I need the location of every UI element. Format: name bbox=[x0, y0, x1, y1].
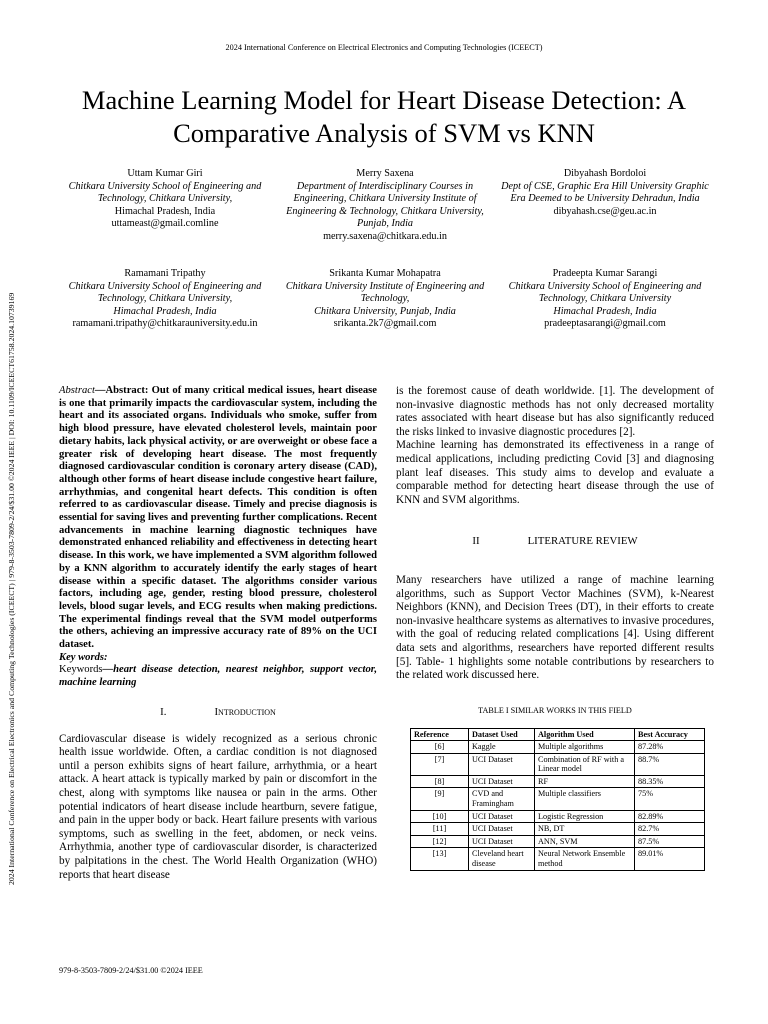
table-cell: Multiple classifiers bbox=[535, 788, 635, 810]
table-cell: [9] bbox=[411, 788, 469, 810]
table-cell: Combination of RF with a Linear model bbox=[535, 753, 635, 775]
table-cell: UCI Dataset bbox=[469, 753, 535, 775]
section-title: Introduction bbox=[214, 705, 276, 718]
author-name: Srikanta Kumar Mohapatra bbox=[329, 268, 441, 279]
author-location: Himachal Pradesh, India bbox=[114, 205, 216, 217]
intro-paragraph: Cardiovascular disease is widely recognized as a serious chronic health issue worldwide. Often, a cardiac condition is not diagnosed until a person exhibits signs of heart failure, arrhythmia, or a heart attack. A heart attack is typically marked by pain or discomfort in the chest, along with symptoms like nausea or pain in the arms. Other potential indicators of heart disease include heartburn, severe fatigue, and pain in the upper body or back. Heart failure presents with various symptoms, such as swelling in the feet, abdomen, or neck veins. Arrhythmia, another type of cardiovascular disorder, is characterized by palpitations in the chest. The World Health Organization (WHO) reports that heart disease bbox=[59, 732, 377, 881]
table-header-cell: Algorithm Used bbox=[535, 728, 635, 741]
table-cell: Logistic Regression bbox=[535, 810, 635, 823]
table-header-row bbox=[411, 728, 705, 741]
table-cell: Multiple algorithms bbox=[535, 741, 635, 754]
table-header-cell: Best Accuracy bbox=[635, 728, 705, 741]
abstract-text: —Abstract: Out of many critical medical issues, heart disease is one that primarily impacts the cardiovascular system, including the heart and its associated organs. Individuals who smoke, suffer from high blood pressure, have elevated cholesterol levels, maintain poor dietary habits, lack physical activity, or are overweight or obese face a greater risk of developing heart disease. The most frequently diagnosed cardiovascular condition is coronary artery disease (CAD), although other forms of heart disease include congestive heart failure, arrhythmias, and congenital heart defects. This condition is often referred to as cardiovascular disease. Timely and precise diagnosis is essential for saving lives and preventing further complications. Recent advancements in machine learning diagnostic techniques have demonstrated enhanced reliability and effectiveness in detecting heart disease. In this work, we have implemented a SVM algorithm followed by a KNN algorithm to accurately identify the early stages of heart disease within a specific dataset. The algorithms consider various factors, including age, gender, resting blood pressure, cholesterol levels, blood sugar levels, and ECG results when making predictions. The experimental findings reveal that the SVM model outperforms the others, achieving an impressive accuracy rate of 89% on the UCI dataset. bbox=[59, 385, 377, 651]
table-cell: [13] bbox=[411, 848, 469, 870]
keywords-heading: Key words: bbox=[59, 651, 108, 663]
literature-paragraph: Many researchers have utilized a range of machine learning algorithms, such as Support Vector Machines (SVM), k-Nearest Neighbors (KNN), and Decision Trees (DT), in their efforts to create non-invasive healthcare systems as alternatives to invasive procedures, with the goal of reducing related complications [4]. Using different data sets and algorithms, researchers have reported different results [5]. Table- 1 highlights some notable contributions by researchers to the related work discussed here. bbox=[396, 574, 714, 682]
table-row bbox=[411, 741, 705, 754]
keywords-label: Keywords bbox=[59, 664, 103, 676]
author-affiliation: Dept of CSE, Graphic Era Hill University Graphic Era Deemed to be University Dehradun, India bbox=[501, 180, 709, 205]
author-email: pradeeptasarangi@gmail.com bbox=[544, 318, 666, 330]
abstract-label: Abstract bbox=[59, 385, 95, 396]
author-email: ramamani.tripathy@chitkarauniversity.edu.in bbox=[72, 318, 258, 330]
author-location: Himachal Pradesh, India bbox=[113, 305, 217, 317]
table-row bbox=[411, 810, 705, 823]
table-header-cell: Reference bbox=[411, 728, 469, 741]
author-affiliation: Chitkara University Institute of Engineering and Technology, bbox=[285, 280, 485, 305]
table-cell: 87.5% bbox=[635, 835, 705, 848]
author-block bbox=[495, 168, 715, 244]
table-cell: 75% bbox=[635, 788, 705, 810]
keywords bbox=[59, 664, 377, 689]
author-name: Merry Saxena bbox=[356, 168, 414, 179]
author-name: Ramamani Tripathy bbox=[124, 268, 206, 279]
paper-title: Machine Learning Model for Heart Disease Detection: A Comparative Analysis of SVM vs KNN bbox=[81, 85, 687, 148]
table-cell: [12] bbox=[411, 835, 469, 848]
author-email: merry.saxena@chitkara.edu.in bbox=[323, 230, 447, 242]
doi-side-text: 2024 International Conference on Electrical Electronics and Computing Technologies (ICEECT) | 979-8-3503-7809-2/24/$31.00 ©2024 IEEE | DOI: 10.1109/ICEECT61758.2024.10739169 bbox=[7, 292, 16, 885]
author-affiliation: Chitkara University School of Engineering and Technology, Chitkara University, bbox=[68, 280, 262, 305]
table-header-cell: Dataset Used bbox=[469, 728, 535, 741]
author-email: dibyahash.cse@geu.ac.in bbox=[553, 205, 657, 217]
conference-header: 2024 International Conference on Electrical Electronics and Computing Technologies (ICEECT) bbox=[225, 43, 543, 52]
table-cell: 88.35% bbox=[635, 775, 705, 788]
table-cell: UCI Dataset bbox=[469, 775, 535, 788]
author-location: Chitkara University, Punjab, India bbox=[314, 305, 456, 317]
authors-row-2 bbox=[55, 268, 715, 331]
table-cell: [10] bbox=[411, 810, 469, 823]
table-cell: 82.7% bbox=[635, 823, 705, 836]
table-cell: [8] bbox=[411, 775, 469, 788]
table-cell: Neural Network Ensemble method bbox=[535, 848, 635, 870]
author-block bbox=[55, 168, 275, 244]
section-heading-introduction bbox=[59, 706, 377, 719]
table-cell: 89.01% bbox=[635, 848, 705, 870]
table-cell: 82.89% bbox=[635, 810, 705, 823]
left-column bbox=[59, 385, 377, 882]
author-name: Pradeepta Kumar Sarangi bbox=[552, 268, 658, 279]
table-cell: [6] bbox=[411, 741, 469, 754]
author-block bbox=[275, 168, 495, 244]
abstract bbox=[59, 385, 377, 652]
section-heading-literature-review bbox=[396, 535, 714, 548]
table-cell: [7] bbox=[411, 753, 469, 775]
table-cell: 88.7% bbox=[635, 753, 705, 775]
table-row bbox=[411, 835, 705, 848]
table-cell: ANN, SVM bbox=[535, 835, 635, 848]
table-cell: RF bbox=[535, 775, 635, 788]
table-row bbox=[411, 753, 705, 775]
table-row bbox=[411, 823, 705, 836]
table-cell: Kaggle bbox=[469, 741, 535, 754]
table-cell: UCI Dataset bbox=[469, 835, 535, 848]
ml-paragraph: Machine learning has demonstrated its effectiveness in a range of medical applications, including predicting Covid [3] and diagnosing plant leaf diseases. This study aims to develop and evaluate a comparable method for detecting heart disease through the use of KNN and SVM algorithms. bbox=[396, 439, 714, 506]
table-cell: 87.28% bbox=[635, 741, 705, 754]
section-number: II bbox=[472, 535, 480, 548]
table-title: TABLE I SIMILAR WORKS IN THIS FIELD bbox=[478, 705, 632, 715]
table-cell: CVD and Framingham bbox=[469, 788, 535, 810]
author-location: Himachal Pradesh, India bbox=[553, 305, 657, 317]
author-email: uttameast@gmail.comline bbox=[111, 218, 219, 230]
author-affiliation: Department of Interdisciplinary Courses in Engineering, Chitkara University Institute of Engineering & Technology, Chitkara University, Punjab, India bbox=[286, 180, 484, 230]
table-cell: [11] bbox=[411, 823, 469, 836]
page-footer: 979-8-3503-7809-2/24/$31.00 ©2024 IEEE bbox=[59, 966, 203, 975]
table-body bbox=[411, 741, 705, 871]
table-cell: UCI Dataset bbox=[469, 823, 535, 836]
authors-row-1 bbox=[55, 168, 715, 244]
author-block bbox=[495, 268, 715, 331]
author-block bbox=[55, 268, 275, 331]
table-row bbox=[411, 775, 705, 788]
author-block bbox=[275, 268, 495, 331]
table-cell: NB, DT bbox=[535, 823, 635, 836]
intro-paragraph-continued: is the foremost cause of death worldwide. [1]. The development of non-invasive diagnostic methods has not only decreased mortality rates associated with heart disease but has also significantly reduced the risks linked to invasive diagnostic procedures [2]. bbox=[396, 385, 714, 438]
author-affiliation: Chitkara University School of Engineering and Technology, Chitkara University, bbox=[68, 180, 262, 205]
right-column bbox=[396, 385, 714, 871]
keywords-text: —heart disease detection, nearest neighbor, support vector, machine learning bbox=[59, 664, 377, 689]
table-row bbox=[411, 788, 705, 810]
author-name: Uttam Kumar Giri bbox=[127, 168, 203, 179]
table-cell: Cleveland heart disease bbox=[469, 848, 535, 870]
section-number: I. bbox=[160, 705, 167, 718]
table-cell: UCI Dataset bbox=[469, 810, 535, 823]
similar-works-table bbox=[410, 728, 705, 871]
section-title: LITERATURE REVIEW bbox=[527, 535, 638, 548]
author-email: srikanta.2k7@gmail.com bbox=[333, 318, 437, 330]
author-affiliation: Chitkara University School of Engineering and Technology, Chitkara University bbox=[508, 280, 702, 305]
author-name: Dibyahash Bordoloi bbox=[563, 168, 647, 179]
table-row bbox=[411, 848, 705, 870]
